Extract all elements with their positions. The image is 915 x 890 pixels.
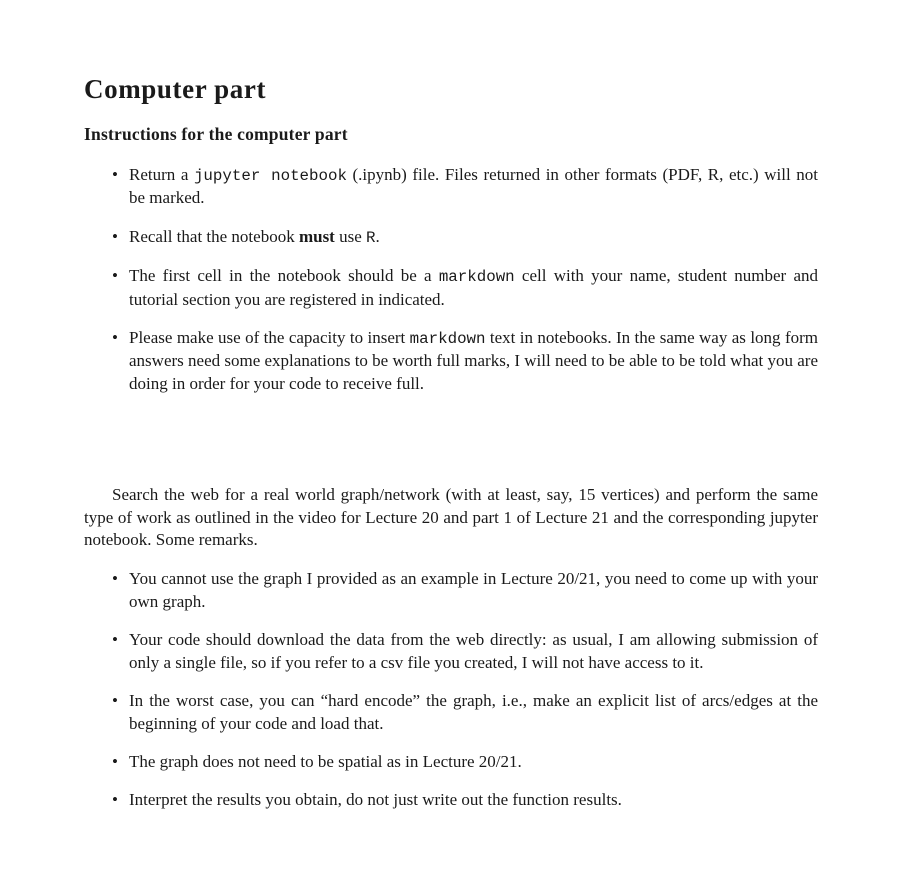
page-title: Computer part — [84, 74, 267, 104]
text-run: The first cell in the notebook should be a — [129, 266, 439, 286]
list-item — [129, 265, 818, 311]
text-run: . — [375, 226, 380, 246]
text-run: Your code should download the data from the web directly: as usual, I am allowing submission of only a single file, so if you refer to a csv file you created, I will not have access to it. — [129, 630, 818, 672]
list-item — [129, 327, 818, 395]
instructions-list — [84, 164, 818, 395]
text-run: (.ipynb) file. Files returned in other formats (PDF, R, etc.) will not be marked. — [129, 165, 818, 208]
text-run: use — [334, 226, 367, 246]
text-run: You cannot use the graph I provided as an example in Lecture 20/21, you need to come up with your own graph. — [129, 569, 818, 611]
mono-text-run: jupyter notebook — [193, 167, 347, 185]
text-run: cell with your name, student number and tutorial section you are registered in indicated. — [129, 266, 818, 309]
list-item — [129, 568, 818, 613]
text-run: The graph does not need to be spatial as in Lecture 20/21. — [129, 751, 522, 771]
list-item — [129, 789, 818, 811]
remarks-list — [84, 568, 818, 811]
text-run: Return a — [129, 165, 194, 184]
text-run: Recall that the notebook — [129, 226, 299, 246]
instructions-heading: Instructions for the computer part — [84, 124, 348, 144]
mono-text-run: R — [366, 228, 376, 247]
bold-text-run: must — [298, 226, 335, 246]
list-item — [129, 629, 818, 674]
list-item — [129, 226, 818, 249]
text-run: Interpret the results you obtain, do not just write out the function results. — [129, 790, 622, 810]
list-item — [129, 164, 818, 210]
mono-text-run: markdown — [438, 268, 515, 287]
text-run: In the worst case, you can “hard encode” the graph, i.e., make an explicit list of arcs/edges at the beginning of your code and load that. — [129, 691, 818, 733]
list-item — [129, 690, 818, 735]
text-run: text in notebooks. In the same way as long form answers need some explanations to be worth full marks, I will need to be able to be told what you are doing in order for your code to receive full. — [129, 328, 818, 393]
mono-text-run: markdown — [409, 330, 486, 349]
task-paragraph: Search the web for a real world graph/network (with at least, say, 15 vertices) and perform the same type of work as outlined in the video for Lecture 20 and part 1 of Lecture 21 and the corresponding jupyter notebook. Some remarks. — [84, 485, 818, 550]
text-run: Please make use of the capacity to insert — [129, 328, 410, 348]
list-item — [129, 751, 818, 773]
